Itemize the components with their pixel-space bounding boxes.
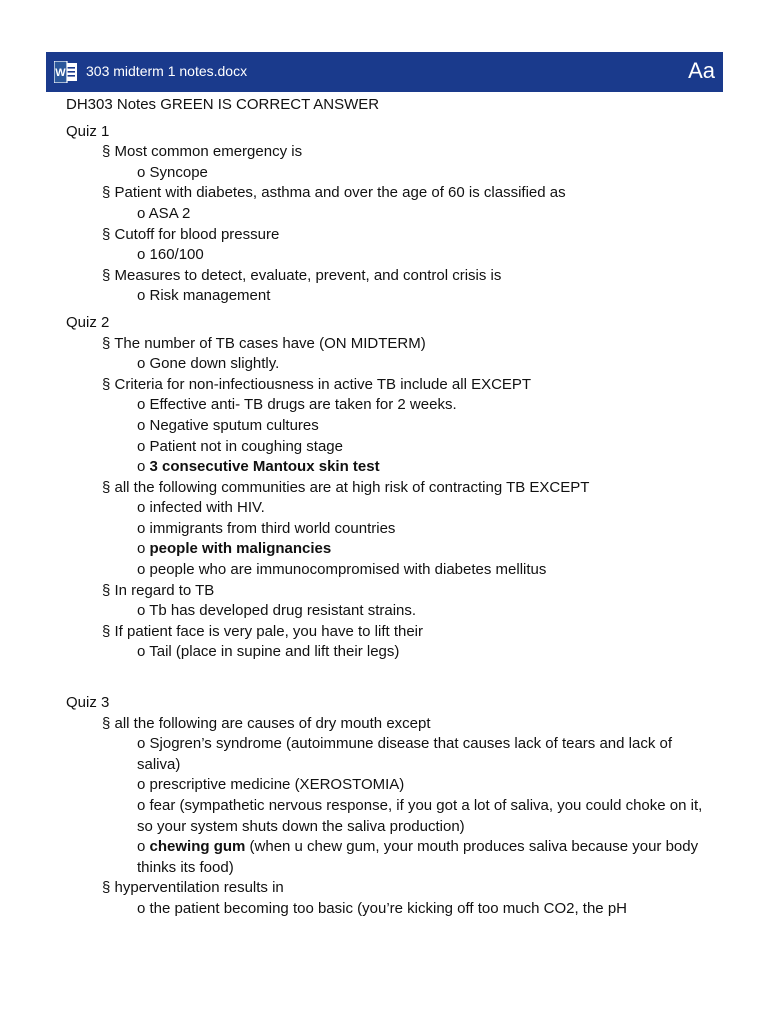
- quiz-2-answer-4: o Tb has developed drug resistant strains.: [137, 602, 417, 620]
- quiz-2-title: Quiz 2: [66, 313, 110, 331]
- correct-answer: chewing gum: [149, 838, 246, 856]
- correct-answer: 3 consecutive Mantoux skin test: [149, 458, 380, 476]
- quiz-2-answer-2d: [66, 457, 706, 478]
- quiz-1-question-2: § Patient with diabetes, asthma and over the age of 60 is classified as: [102, 184, 566, 202]
- quiz-3-answer-2a: o the patient becoming too basic (you’re kicking off too much CO2, the pH: [137, 899, 627, 917]
- quiz-1-answer-1: o Syncope: [137, 163, 208, 181]
- correct-answer: people with malignancies: [149, 540, 332, 558]
- quiz-2-answer-5: o Tail (place in supine and lift their legs): [137, 643, 400, 661]
- quiz-1-answer-2: o ASA 2: [137, 204, 191, 222]
- answer-explanation: (when u chew gum, your mouth produces saliva because your body thinks its food): [137, 838, 699, 876]
- quiz-1-answer-3: o 160/100: [137, 246, 204, 264]
- quiz-3-answer-1c: o fear (sympathetic nervous response, if you got a lot of saliva, you could choke on it, so your system shuts down the saliva production): [137, 797, 703, 835]
- quiz-1-question-3: § Cutoff for blood pressure: [102, 225, 280, 243]
- quiz-2-question-4: § In regard to TB: [102, 581, 215, 599]
- bullet-prefix: o: [137, 838, 150, 856]
- quiz-2-answer-2c: o Patient not in coughing stage: [137, 437, 343, 455]
- quiz-3-question-1: § all the following are causes of dry mouth except: [102, 714, 431, 732]
- bullet-prefix: o: [137, 540, 150, 558]
- quiz-2-answer-3c: [66, 539, 706, 560]
- quiz-2-answer-2b: o Negative sputum cultures: [137, 416, 319, 434]
- text-size-button[interactable]: Aa: [688, 58, 715, 83]
- document-body: [66, 95, 706, 928]
- quiz-2-answer-1: o Gone down slightly.: [137, 355, 280, 373]
- quiz-3-answer-1b: o prescriptive medicine (XEROSTOMIA): [137, 776, 405, 794]
- quiz-2-answer-3a: o infected with HIV.: [137, 499, 265, 517]
- quiz-1-question-4: § Measures to detect, evaluate, prevent, and control crisis is: [102, 266, 502, 284]
- quiz-2-question-5: § If patient face is very pale, you have to lift their: [102, 622, 424, 640]
- quiz-1-title: Quiz 1: [66, 122, 110, 140]
- quiz-2-question-1: § The number of TB cases have (ON MIDTERM): [102, 334, 426, 352]
- quiz-3-question-2: § hyperventilation results in: [102, 879, 284, 897]
- quiz-2-answer-3b: o immigrants from third world countries: [137, 519, 396, 537]
- document-filename: 303 midterm 1 notes.docx: [86, 63, 248, 79]
- quiz-2-answer-2a: o Effective anti- TB drugs are taken for 2 weeks.: [137, 396, 457, 414]
- quiz-1-answer-4: o Risk management: [137, 287, 271, 305]
- quiz-3-title: Quiz 3: [66, 694, 110, 712]
- quiz-3-answer-1a: o Sjogren’s syndrome (autoimmune disease that causes lack of tears and lack of saliva): [137, 735, 673, 773]
- quiz-2-answer-3d: o people who are immunocompromised with diabetes mellitus: [137, 561, 547, 579]
- svg-text:W: W: [55, 67, 66, 79]
- quiz-2-question-2: § Criteria for non-infectiousness in active TB include all EXCEPT: [102, 375, 532, 393]
- word-icon: [54, 61, 78, 83]
- quiz-2-question-3: § all the following communities are at high risk of contracting TB EXCEPT: [102, 478, 590, 496]
- document-title-bar: [46, 52, 723, 92]
- bullet-prefix: o: [137, 458, 150, 476]
- doc-heading: DH303 Notes GREEN IS CORRECT ANSWER: [66, 96, 380, 113]
- quiz-3-answer-1d: [66, 837, 706, 878]
- quiz-1-question-1: § Most common emergency is: [102, 143, 303, 161]
